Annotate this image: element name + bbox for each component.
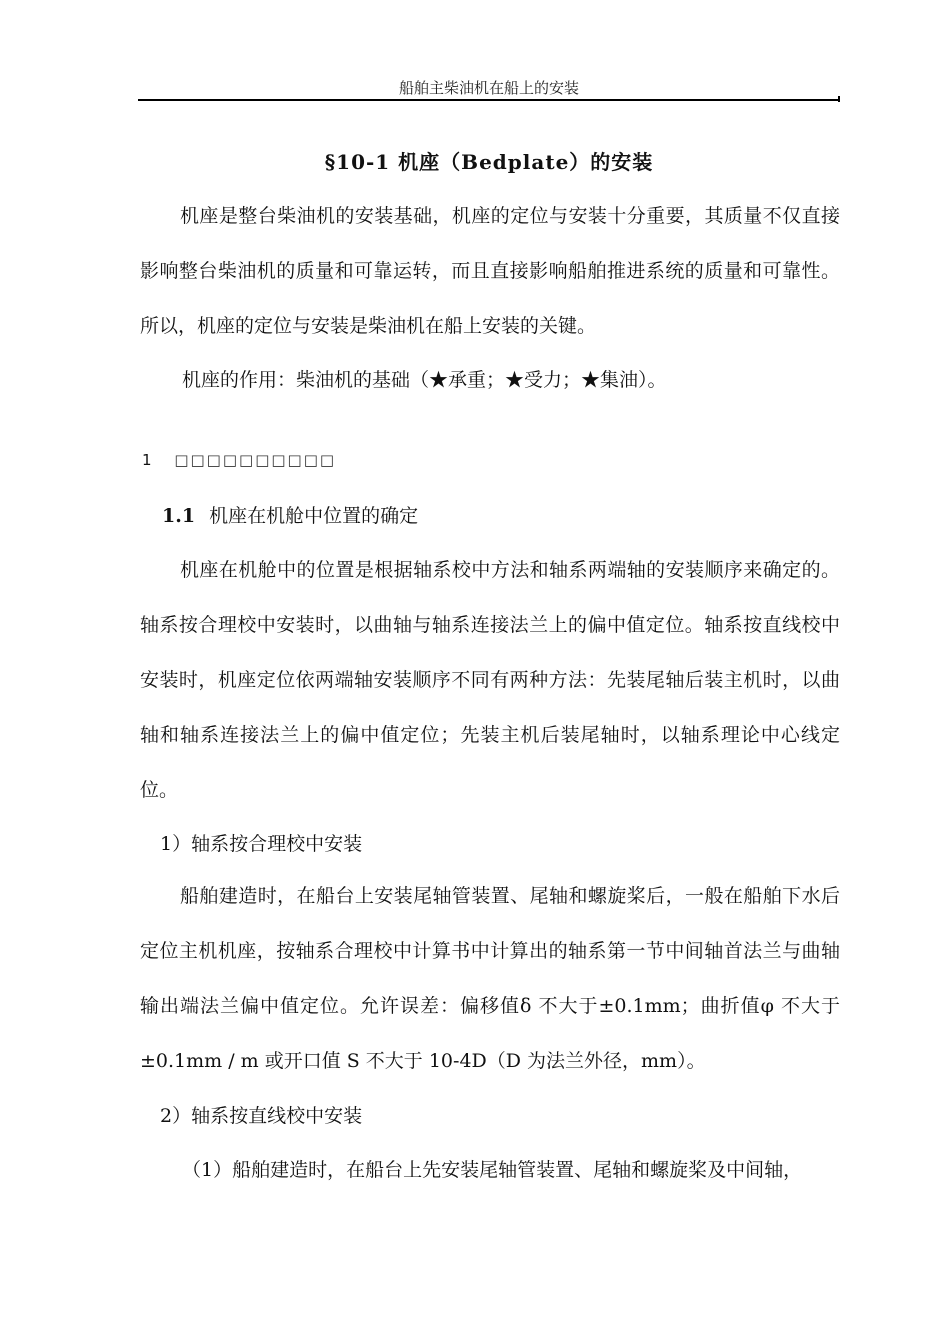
body-paragraph-reasonable-alignment: 船舶建造时，在船台上安装尾轴管装置、尾轴和螺旋桨后，一般在船舶下水后定位主机机座，按轴系合理校中计算书中计算出的轴系第一节中间轴首法兰与曲轴输出端法兰偏中值定位。允许误差：偏移值δ 不大于±0.1mm；曲折值φ 不大于±0.1mm / m 或开口值 S 不大于 10-4D（D 为法兰外径，mm）。 xyxy=(140,885,840,1072)
heading-level-2 xyxy=(162,502,418,530)
heading-level-1-number: 1 xyxy=(142,451,152,469)
header-rule-tick xyxy=(838,96,840,102)
section-title: §10-1 机座（Bedplate）的安装 xyxy=(324,150,654,174)
list-item-2-label: 2）轴系按直线校中安装 xyxy=(160,1105,363,1127)
heading-level-2-number: 1.1 xyxy=(162,505,196,527)
header-rule xyxy=(138,99,840,101)
list-item-2-sub-1: （1）船舶建造时，在船台上先安装尾轴管装置、尾轴和螺旋桨及中间轴， xyxy=(182,1159,803,1181)
list-item-1-label: 1）轴系按合理校中安装 xyxy=(160,833,363,855)
body-paragraph-positioning: 机座在机舱中的位置是根据轴系校中方法和轴系两端轴的安装顺序来确定的。轴系按合理校中安装时，以曲轴与轴系连接法兰上的偏中值定位。轴系按直线校中安装时，机座定位依两端轴安装顺序不同有两种方法：先装尾轴后装主机时，以曲轴和轴系连接法兰上的偏中值定位；先装主机后装尾轴时，以轴系理论中心线定位。 xyxy=(140,559,840,801)
heading-level-1-text: □□□□□□□□□□ xyxy=(174,451,337,469)
intro-paragraph-2: 机座的作用：柴油机的基础（★承重；★受力；★集油）。 xyxy=(182,369,667,391)
heading-level-2-text: 机座在机舱中位置的确定 xyxy=(209,505,419,527)
intro-paragraph-1: 机座是整台柴油机的安装基础，机座的定位与安装十分重要，其质量不仅直接影响整台柴油机的质量和可靠运转，而且直接影响船舶推进系统的质量和可靠性。所以，机座的定位与安装是柴油机在船上安装的关键。 xyxy=(140,205,840,337)
page-header: 船舶主柴油机在船上的安装 xyxy=(398,79,579,97)
heading-level-1 xyxy=(142,448,336,472)
